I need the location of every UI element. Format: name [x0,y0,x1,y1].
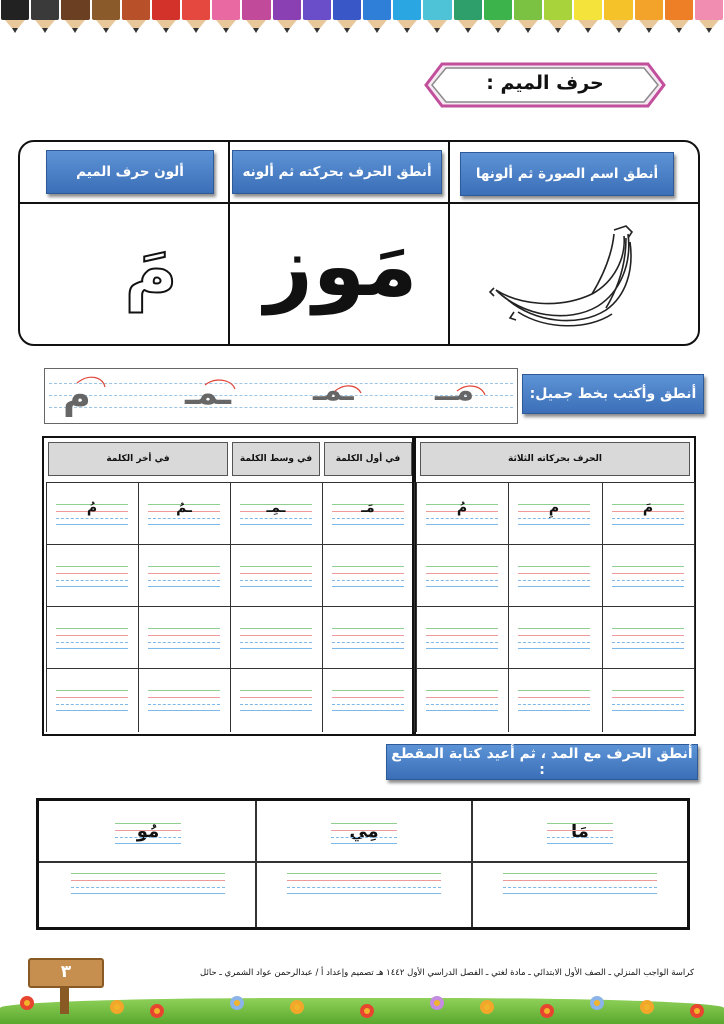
writing-lines [518,690,590,716]
flower-icon [110,1000,124,1014]
writing-lines [56,628,128,654]
writing-lines [547,823,613,849]
pencil-icon [30,0,60,36]
page-number: ٣ [60,962,72,982]
pencil-icon [392,0,422,36]
flower-icon [20,996,34,1010]
syllables-table [36,798,690,930]
trace-form-1: م [63,373,91,417]
banana-bunch-icon [488,224,638,334]
pencil-icon [121,0,151,36]
writing-lines [426,566,498,592]
pencil-icon [483,0,513,36]
pencil-icon [241,0,271,36]
writing-lines [518,628,590,654]
footer-credits: كراسة الواجب المنزلي ـ الصف الأول الابتدائي ـ مادة لغتي ـ الفصل الدراسي الأول ١٤٤٢ هـ تصميم وإعداد أ / عبدالرحمن عواد الشمري ـ حائل [200,968,694,978]
vowel-letter: مِ [548,500,560,516]
pencil-icon [513,0,543,36]
writing-lines [426,628,498,654]
header-word-start: في أول الكلمة [324,442,412,476]
writing-lines [612,690,684,716]
pencil-icon [362,0,392,36]
flower-icon [150,1004,164,1018]
pencil-icon [302,0,332,36]
writing-lines [287,873,441,899]
pencil-icon [453,0,483,36]
pencil-icon [634,0,664,36]
handwriting-practice-strip [44,368,518,424]
writing-lines [332,628,404,654]
writing-lines [240,628,312,654]
pencil-icon [603,0,633,36]
writing-lines [148,566,220,592]
trace-form-2: ـمـ [185,373,232,413]
pencil-border [0,0,724,36]
pencil-icon [543,0,573,36]
flower-icon [430,996,444,1010]
position-letter: ـمُ [176,500,192,516]
writing-lines [56,690,128,716]
vowel-letter: مُ [456,500,468,516]
handwriting-label: أنطق وأكتب بخط جميل: [522,374,704,414]
lesson-title: حرف الميم : [486,72,604,94]
pencil-icon [332,0,362,36]
header-letter-with-vowels: الحرف بحركاته الثلاثة [420,442,690,476]
position-letter: مَـ [361,500,375,516]
pencil-icon [181,0,211,36]
writing-lines [56,566,128,592]
header-word-end: في أخر الكلمة [48,442,228,476]
word-mawz: مَوز [264,217,418,315]
pencil-icon [151,0,181,36]
flower-icon [360,1004,374,1018]
flower-icon [540,1004,554,1018]
writing-lines [426,690,498,716]
writing-lines [518,566,590,592]
flower-icon [230,996,244,1010]
syllable-1: مَا [571,821,589,842]
intro-panel [18,140,700,346]
flower-icon [640,1000,654,1014]
writing-lines [503,873,657,899]
syllables-label: أنطق الحرف مع المد ، ثم أعيد كتابة المقطع : [386,744,698,780]
flower-icon [590,996,604,1010]
writing-lines [240,566,312,592]
letter-forms-table [42,436,696,736]
flower-icon [480,1000,494,1014]
lesson-title-banner [424,62,666,108]
pencil-icon [694,0,724,36]
writing-lines [612,566,684,592]
trace-form-4: مــ [435,373,475,408]
pencil-icon [272,0,302,36]
writing-lines [612,628,684,654]
trace-form-3: ـمـ [313,373,354,408]
syllable-2: مِي [349,821,379,842]
vowel-letter: مَ [642,500,654,516]
writing-lines [331,823,397,849]
writing-lines [148,628,220,654]
position-letter: ـمِـ [266,500,286,516]
position-letter: مُ [86,500,98,516]
pencil-icon [664,0,694,36]
pencil-icon [60,0,90,36]
name-picture-label: أنطق اسم الصورة ثم ألونها [460,152,674,196]
writing-lines [332,690,404,716]
writing-lines [240,690,312,716]
writing-lines [115,823,181,849]
syllable-3: مُو [136,821,160,842]
page-number-sign [28,958,104,988]
outline-letter-meem: مَ [124,228,178,312]
pencil-icon [422,0,452,36]
say-letter-label: أنطق الحرف بحركته ثم ألونه [232,150,442,194]
writing-lines [148,690,220,716]
flower-icon [690,1004,704,1018]
writing-lines [332,566,404,592]
pencil-icon [573,0,603,36]
color-letter-label: ألون حرف الميم [46,150,214,194]
stroke-arrows-icon [45,369,519,425]
writing-lines [71,873,225,899]
pencil-icon [91,0,121,36]
pencil-icon [0,0,30,36]
flower-icon [290,1000,304,1014]
pencil-icon [211,0,241,36]
header-word-middle: في وسط الكلمة [232,442,320,476]
